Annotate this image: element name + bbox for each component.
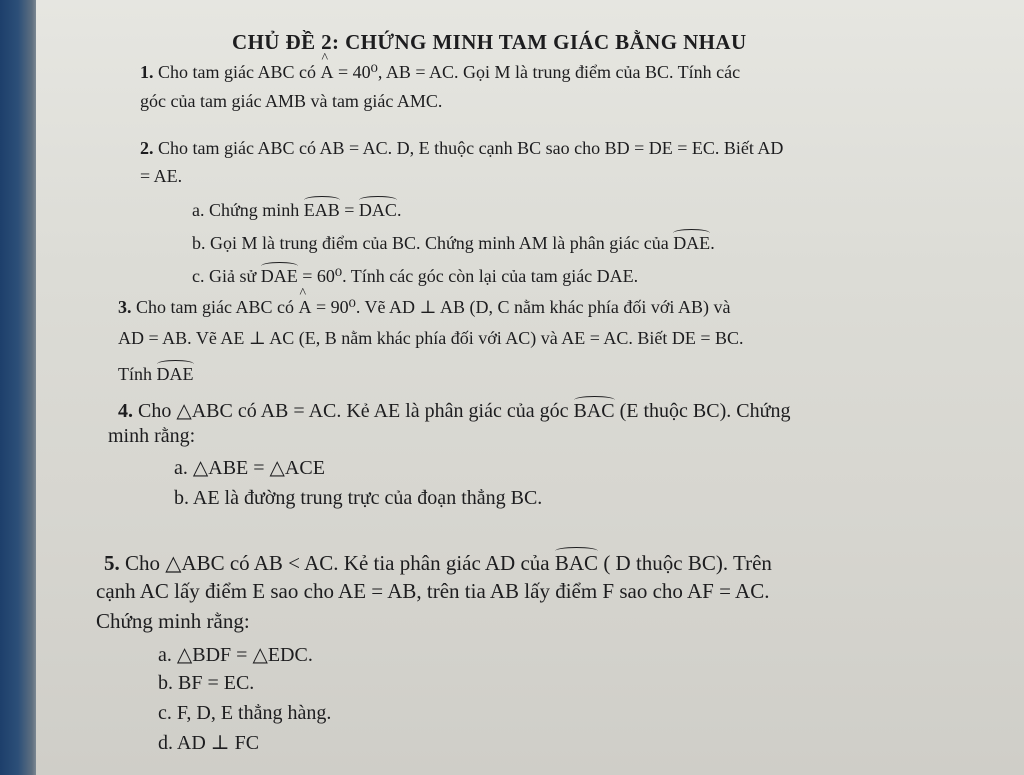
- angle-eab: EAB: [304, 196, 340, 221]
- problem-2-line-2: = AE.: [140, 166, 183, 186]
- problem-2-part-b: [192, 229, 715, 254]
- problem-3-line-1: [118, 297, 730, 318]
- problem-4-part-a: a. △ABE = △ACE: [174, 457, 325, 479]
- problem-1-number: 1.: [140, 62, 154, 82]
- angle-dae: DAE: [673, 229, 710, 254]
- angle-dae: DAE: [261, 262, 298, 287]
- problem-3-number: 3.: [118, 297, 132, 317]
- problem-3-line-2: AD = AB. Vẽ AE ⊥ AC (E, B nằm khác phía đối với AC) và AE = AC. Biết DE = BC.: [118, 328, 744, 348]
- equals-sign: =: [339, 200, 359, 220]
- problem-5-number: 5.: [104, 551, 120, 575]
- problem-4-text: Cho △ABC có AB = AC. Kẻ AE là phân giác của góc: [138, 400, 574, 422]
- problem-3-text: Cho tam giác ABC có: [136, 297, 299, 317]
- angle-a-hat: ^ A: [298, 297, 311, 318]
- problem-3-line-3: [118, 360, 194, 385]
- problem-1-line-1: [140, 62, 740, 83]
- problem-5-part-a: a. △BDF = △EDC.: [158, 644, 313, 666]
- problem-5-line-1: [104, 547, 772, 576]
- problem-4-text-cont: (E thuộc BC). Chứng: [614, 400, 791, 422]
- problem-5-text-cont: ( D thuộc BC). Trên: [598, 551, 772, 575]
- worksheet-title: CHỦ ĐỀ 2: CHỨNG MINH TAM GIÁC BẰNG NHAU: [232, 30, 747, 54]
- part-c-text: c. Giả sử: [192, 266, 261, 286]
- problem-3-text-cont: = 90⁰. Vẽ AD ⊥ AB (D, C nằm khác phía đối với AB) và: [311, 297, 731, 317]
- angle-bac: BAC: [555, 547, 598, 576]
- problem-4-line-1: [118, 396, 790, 423]
- part-c-text-cont: = 60⁰. Tính các góc còn lại của tam giác DAE.: [297, 266, 639, 286]
- angle-a-hat: ^ A: [320, 62, 333, 83]
- problem-2-part-a: [192, 196, 401, 221]
- problem-5-text: Cho △ABC có AB < AC. Kẻ tia phân giác AD của: [125, 551, 555, 575]
- problem-1-text: Cho tam giác ABC có: [158, 62, 321, 82]
- angle-dac: DAC: [359, 196, 397, 221]
- problem-2-part-c: [192, 262, 638, 287]
- part-a-text: a. Chứng minh: [192, 200, 304, 220]
- problem-4-line-2: minh rằng:: [108, 425, 196, 447]
- angle-bac: BAC: [574, 396, 615, 423]
- problem-5-line-2: cạnh AC lấy điểm E sao cho AE = AB, trên tia AB lấy điểm F sao cho AF = AC.: [96, 579, 770, 603]
- angle-dae: DAE: [157, 360, 194, 385]
- problem-4-number: 4.: [118, 400, 133, 422]
- problem-5-part-c: c. F, D, E thẳng hàng.: [158, 702, 332, 724]
- problem-2-text: Cho tam giác ABC có AB = AC. D, E thuộc cạnh BC sao cho BD = DE = EC. Biết AD: [158, 138, 784, 158]
- period: .: [710, 233, 715, 253]
- problem-1-text-cont: = 40⁰, AB = AC. Gọi M là trung điểm của BC. Tính các: [333, 62, 741, 82]
- problem-1-line-2: góc của tam giác AMB và tam giác AMC.: [140, 91, 443, 111]
- problem-4-part-b: b. AE là đường trung trực của đoạn thẳng BC.: [174, 487, 543, 509]
- problem-2-line-1: [140, 138, 783, 159]
- problem-5-part-d: d. AD ⊥ FC: [158, 732, 260, 754]
- period: .: [396, 200, 402, 220]
- problem-3-tinh: Tính: [118, 364, 157, 384]
- problem-5-part-b: b. BF = EC.: [158, 672, 255, 694]
- problem-2-number: 2.: [140, 138, 154, 158]
- background-edge: [0, 0, 40, 775]
- part-b-text: b. Gọi M là trung điểm của BC. Chứng minh AM là phân giác của: [192, 233, 674, 253]
- problem-5-line-3: Chứng minh rằng:: [96, 609, 250, 633]
